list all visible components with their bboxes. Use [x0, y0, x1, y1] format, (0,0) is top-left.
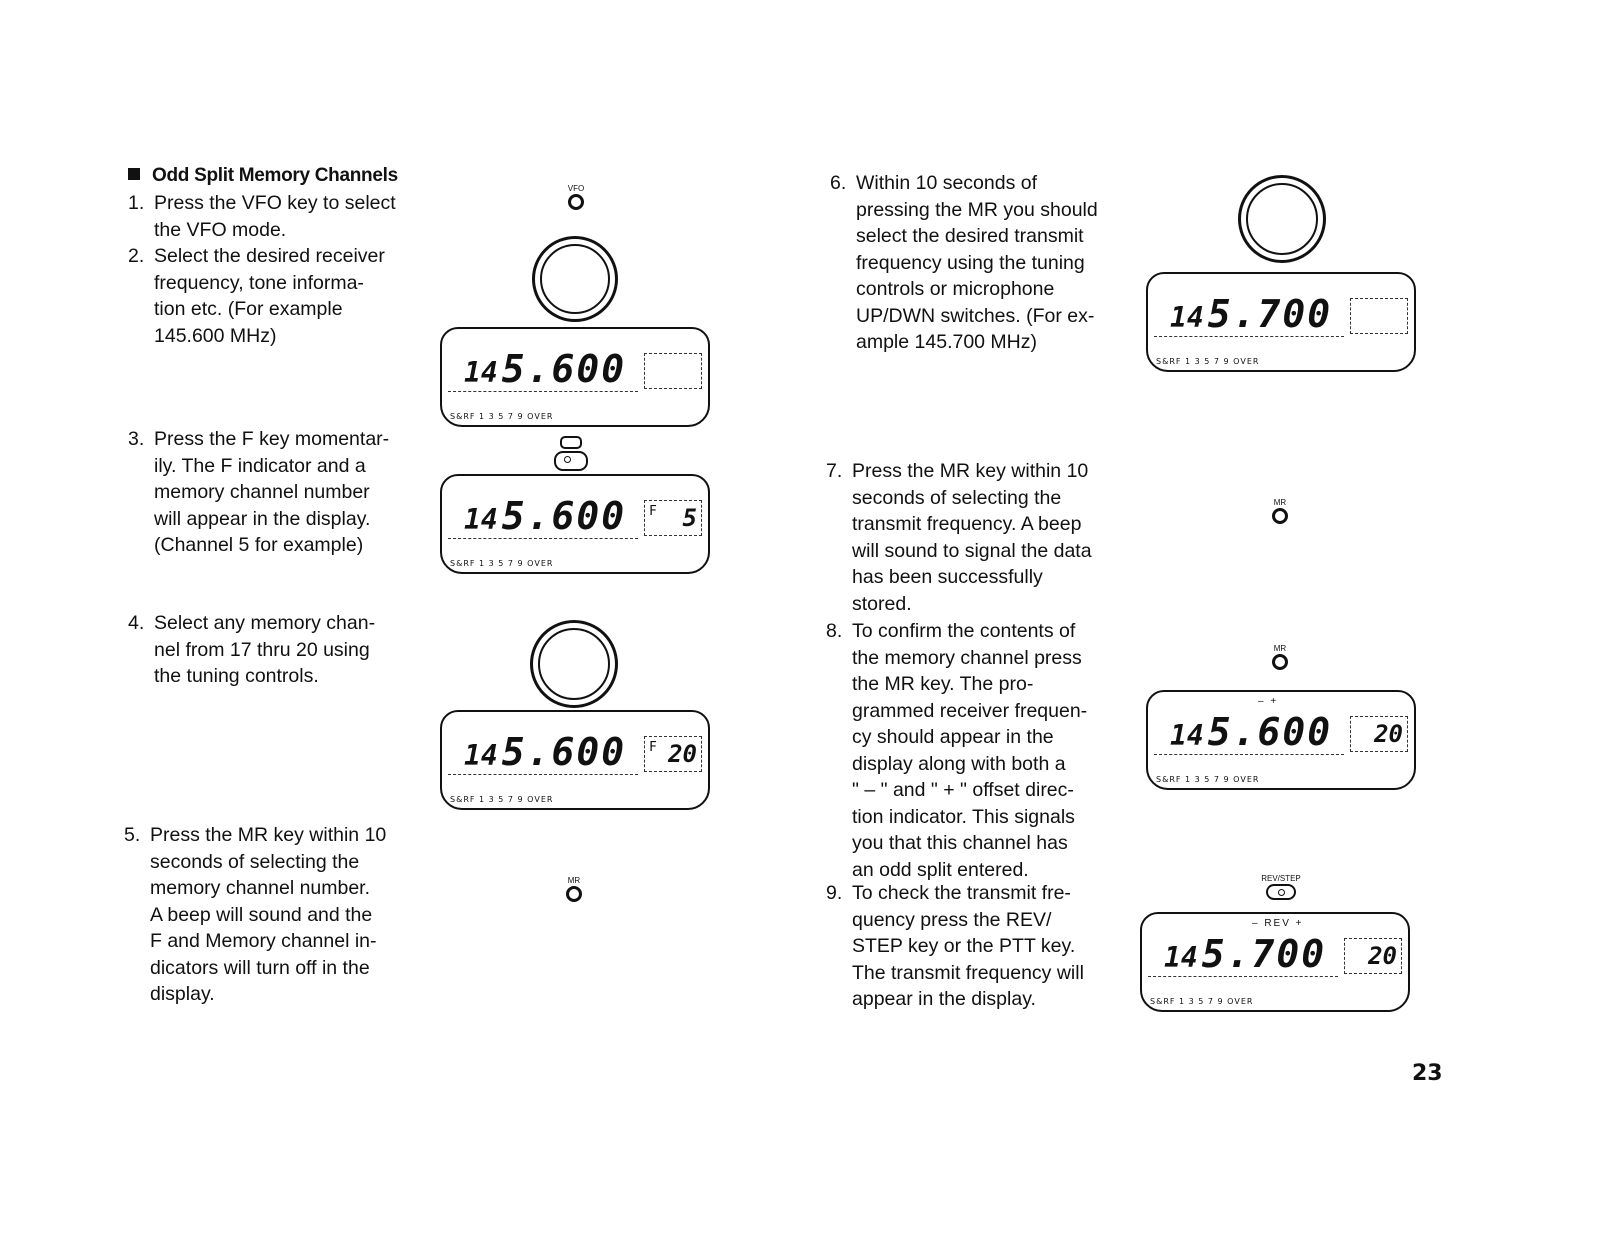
lcd-display-6	[1140, 912, 1410, 1012]
lcd-display-1	[440, 327, 710, 427]
lcd-channel	[1350, 298, 1408, 334]
lcd-frequency: 14 5.600	[1170, 710, 1333, 754]
mr-key: MR	[1260, 498, 1300, 529]
step-4: 4. Select any memory chan- nel from 17 thru 20 using the tuning controls.	[128, 612, 376, 687]
lcd-channel: F 20	[644, 736, 702, 772]
step-3: 3. Press the F key momentar- ily. The F indicator and a memory channel number will appear in the display. (Channel 5 for example)	[128, 428, 390, 556]
lcd-frequency: 14 5.600	[464, 494, 627, 538]
tuning-knob-icon	[530, 620, 618, 708]
offset-indicator: – REV +	[1252, 918, 1304, 929]
f-key-icon	[554, 436, 588, 471]
mr-key: MR	[1260, 644, 1300, 675]
vfo-key: VFO	[556, 184, 596, 215]
s-meter-scale: S&RF 1 3 5 7 9 OVER	[450, 795, 554, 804]
step-9: 9. To check the transmit fre- quency press the REV/ STEP key or the PTT key. The transmit frequency will appear in the display.	[826, 882, 1084, 1010]
s-meter-scale: S&RF 1 3 5 7 9 OVER	[1156, 775, 1260, 784]
s-meter-scale: S&RF 1 3 5 7 9 OVER	[450, 559, 554, 568]
lcd-display-4	[1146, 272, 1416, 372]
lcd-channel	[644, 353, 702, 389]
rev-step-button-icon	[1266, 884, 1296, 900]
lcd-frequency: 14 5.700	[1164, 932, 1327, 976]
mr-button-icon	[566, 886, 582, 902]
mr-key: MR	[554, 876, 594, 907]
lcd-display-5	[1146, 690, 1416, 790]
tuning-knob-icon	[1238, 175, 1326, 263]
vfo-button-icon	[568, 194, 584, 210]
s-meter-scale: S&RF 1 3 5 7 9 OVER	[1150, 997, 1254, 1006]
lcd-display-2	[440, 474, 710, 574]
s-meter-scale: S&RF 1 3 5 7 9 OVER	[450, 412, 554, 421]
mr-button-icon	[1272, 508, 1288, 524]
lcd-display-3	[440, 710, 710, 810]
section-heading: Odd Split Memory Channels	[128, 165, 398, 187]
s-meter-scale: S&RF 1 3 5 7 9 OVER	[1156, 357, 1260, 366]
lcd-channel: 20	[1344, 938, 1402, 974]
lcd-frequency: 14 5.600	[464, 730, 627, 774]
step-5: 5. Press the MR key within 10 seconds of selecting the memory channel number. A beep will sound and the F and Memory channel in- dicators will turn off in the display.	[124, 824, 387, 1005]
lcd-frequency: 14 5.700	[1170, 292, 1333, 336]
lcd-channel: F 5	[644, 500, 702, 536]
lcd-channel: 20	[1350, 716, 1408, 752]
page-number: 23	[1412, 1061, 1443, 1086]
step-1: 1. Press the VFO key to select the VFO mode.	[128, 192, 396, 241]
tuning-knob-icon	[532, 236, 618, 322]
offset-indicator: – +	[1258, 696, 1279, 707]
lcd-frequency: 14 5.600	[464, 347, 627, 391]
step-2: 2. Select the desired receiver frequency, tone informa- tion etc. (For example 145.600 MHz)	[128, 245, 385, 347]
step-7: 7. Press the MR key within 10 seconds of selecting the transmit frequency. A beep will sound to signal the data has been successfully stored.	[826, 460, 1092, 615]
step-6: 6. Within 10 seconds of pressing the MR you should select the desired transmit frequency using the tuning controls or microphone UP/DWN switches. (For ex- ample 145.700 MHz)	[830, 172, 1098, 353]
mr-button-icon	[1272, 654, 1288, 670]
bullet-square-icon	[128, 168, 140, 180]
step-8: 8. To confirm the contents of the memory channel press the MR key. The pro- grammed receiver frequen- cy should appear in the display along with both a " – " and " + " offset direc- tion indicator. This signals you that this channel has an odd split entered.	[826, 620, 1088, 881]
rev-step-key: REV/STEP	[1254, 874, 1308, 905]
